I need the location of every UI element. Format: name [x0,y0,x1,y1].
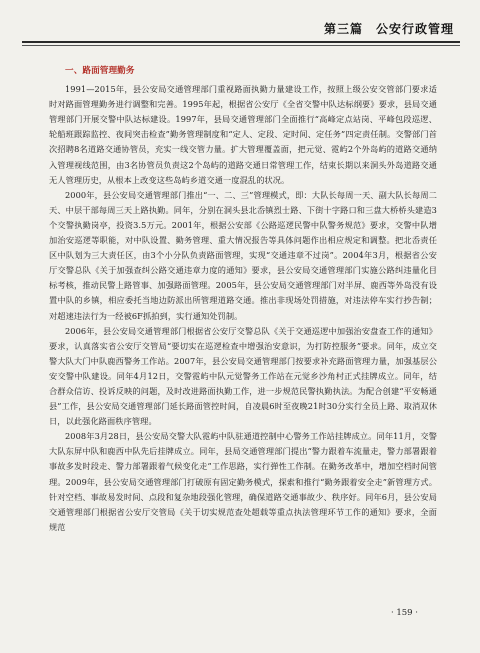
body-paragraph-4: 2008年3月28日，县公安局交警大队霓屿中队驻通道控制中心警务工作站挂牌成立。同年11月，交警大队东屏中队和鹿西中队先后挂牌成立。同年，县局交通管理部门提出“警力跟着车流量走，警力部署跟着事故多发时段走、警力部署跟着气候变化走”工作思路，实行弹性工作制。在勤务改革中，增加空档时间管理。2009年，县公安局交通管理部门打破原有固定勤务模式，探索和推行“勤务跟着安全走”新管理方式。针对空档、事故易发时间、点段和复杂地段强化管理，确保道路交通事故少、秩序好。同年6月，县公安局交通管理部门根据省公安厅交管局《关于切实规范查处超载等重点执法管理环节工作的通知》要求，全面规范 [49,431,437,532]
body-paragraph-1: 1991—2015年，县公安局交通管理部门重视路面执勤力量建设工作，按照上级公安交管部门要求适时对路面管理勤务进行调整和完善。1995年起，根据省公安厅《全省交警中队达标纲要》要求，县局交通管理部门开展交警中队达标建设。1997年，县局交通管理部门全面推行“高峰定点站岗、平峰包段巡逻、轮船班跟踪监控、夜间突击检查”勤务管理制度和“定人、定段、定时间、定任务”四定责任制。交警部门首次招聘8名道路交通协管员，充实一线交管力量。扩大管理覆盖面，把元觉、霓屿2个外岛屿的道路交通纳入管理视线范围，由3名协管员负责这2个岛屿的道路交通日常管理工作，结束长期以来洞头外岛道路交通无人管理历史，从根本上改变这些岛屿乡道交通一度混乱的状况。 [49,84,437,185]
section-heading: 一、路面管理勤务 [65,66,135,76]
page-number: · 159 · [390,608,418,618]
page-header [0,0,480,44]
body-paragraph-3: 2006年，县公安局交通管理部门根据省公安厅交警总队《关于交通巡逻中加强治安盘查工作的通知》要求，认真落实省公安厅交管局“要切实在巡逻检查中增强治安意识，为打防控服务”要求。同年，成立交警大队大门中队鹿西警务工作站。2007年，县公安局交通管理部门按要求补充路面管理力量，加强基层公安交警中队建设。同年4月12日，交警霓屿中队元觉警务工作站在元觉乡沙角村正式挂牌成立。同年，结合群众信访、投诉反映的问题，及时改进路面执勤工作，进一步规范民警执勤执法。为配合创建“平安畅通县”工作，县公安局交通管理部门延长路面管控时间，自凌晨6时至夜晚21时30分实行全员上路、取消双休日，以此强化路面秩序管理。 [49,325,437,427]
header-rule-thick [22,41,460,43]
header-rule-thin [22,45,460,46]
page-body [49,64,437,535]
body-paragraph-2: 2000年，县公安局交通管理部门推出“一、二、三”管理模式，即：大队长每周一天、副大队长每周二天、中层干部每周三天上路执勤。同年，分别在洞头县北岙镇烈士路、下街十字路口和三盘大桥桥头建造3个交警执勤岗亭，投资3.5万元。2001年，根据公安部《公路巡逻民警中队警务规范》要求，交警中队增加治安巡逻等职能，对中队设置、勤务管理、重大情况报告等具体问题作出相应规定和调整。把北岙责任区中队划为三大责任区，由3个小分队负责路面管理，实现“交通违章不过岗”。2004年3月，根据省公安厅交警总队《关于加强查纠公路交通违章力度的通知》要求，县公安局交通管理部门实施公路纠违量化目标考核，推动民警上路管事、加强路面管理。2005年，县公安局交通管理部门对半屏、鹿西等外岛没有设置中队的乡镇，相应委托当地边防派出所管理道路交通。推出非现场处罚措施，对违法停车实行抄告制；对超速违法行为一经被6F抓拍到，实行通知处罚制。 [49,189,437,321]
running-header-title: 第三篇 公安行政管理 [323,22,454,36]
